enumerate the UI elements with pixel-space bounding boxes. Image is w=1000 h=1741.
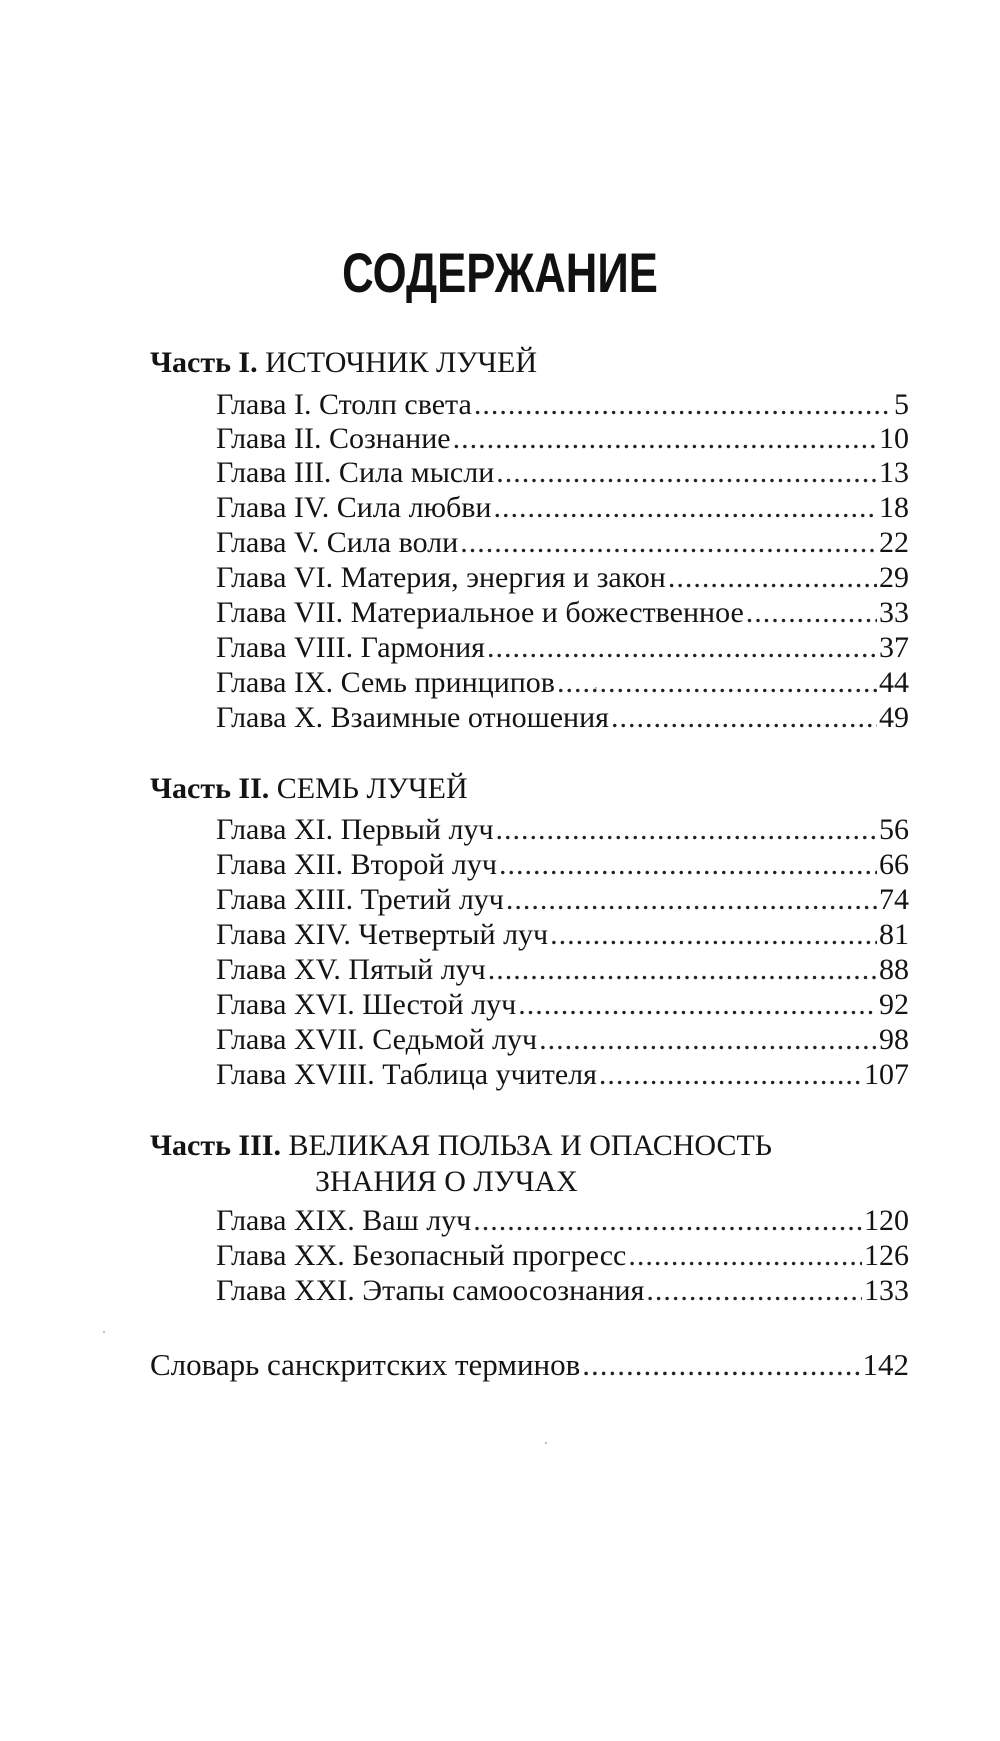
toc-entry[interactable] xyxy=(216,454,909,491)
dot-leader xyxy=(628,1237,862,1274)
page-number: 29 xyxy=(879,561,909,594)
page-number: 44 xyxy=(879,666,909,699)
dot-leader xyxy=(646,1272,862,1309)
page-number: 142 xyxy=(862,1347,909,1382)
chapter-label: Глава XIV. Четвертый луч xyxy=(216,918,549,951)
page-number: 49 xyxy=(879,701,909,734)
dot-leader xyxy=(518,986,877,1023)
chapter-label: Глава XXI. Этапы самоосознания xyxy=(216,1274,645,1307)
chapter-label: Глава XII. Второй луч xyxy=(216,848,497,881)
chapter-label: Глава VI. Материя, энергия и закон xyxy=(216,561,666,594)
page-number: 5 xyxy=(894,388,909,421)
page-number: 133 xyxy=(864,1274,909,1307)
toc-entry[interactable] xyxy=(216,664,909,701)
page-number: 13 xyxy=(879,456,909,489)
page-number: 37 xyxy=(879,631,909,664)
chapter-label: Глава IV. Сила любви xyxy=(216,491,492,524)
dot-leader xyxy=(488,951,877,988)
dot-leader xyxy=(539,1021,877,1058)
chapter-label: Глава XVI. Шестой луч xyxy=(216,988,517,1021)
toc-entry[interactable] xyxy=(216,594,909,631)
chapter-label: Глава XVII. Седьмой луч xyxy=(216,1023,538,1056)
toc-entry[interactable] xyxy=(216,916,909,953)
page-number: 33 xyxy=(879,596,909,629)
page-title: СОДЕРЖАНИЕ xyxy=(342,241,658,304)
toc-entry[interactable] xyxy=(216,420,909,457)
part-prefix: Часть II. xyxy=(150,772,270,805)
dot-leader xyxy=(496,454,877,491)
dot-leader xyxy=(474,386,892,423)
dot-leader xyxy=(487,629,877,666)
chapter-label: Глава V. Сила воли xyxy=(216,526,459,559)
toc-entry[interactable] xyxy=(216,951,909,988)
dot-leader xyxy=(453,420,877,457)
chapter-label: Глава IX. Семь принципов xyxy=(216,666,555,699)
dot-leader xyxy=(493,489,877,526)
scan-speck xyxy=(545,1442,547,1444)
dot-leader xyxy=(506,881,877,918)
chapter-label: Глава XVIII. Таблица учителя xyxy=(216,1058,597,1091)
toc-entry[interactable] xyxy=(216,1021,909,1058)
page-number: 126 xyxy=(864,1239,909,1272)
page-number: 120 xyxy=(864,1204,909,1237)
page-number: 10 xyxy=(879,422,909,455)
toc-entry[interactable] xyxy=(216,559,909,596)
toc-entry[interactable] xyxy=(216,1056,909,1093)
toc-entry[interactable] xyxy=(216,1237,909,1274)
part-title: ВЕЛИКАЯ ПОЛЬЗА И ОПАСНОСТЬ xyxy=(288,1129,772,1162)
chapter-label: Глава XIII. Третий луч xyxy=(216,883,504,916)
toc-entry[interactable] xyxy=(216,699,909,736)
chapter-label: Глава X. Взаимные отношения xyxy=(216,701,609,734)
dot-leader xyxy=(460,524,877,561)
part-heading xyxy=(150,1127,772,1164)
dot-leader xyxy=(557,664,877,701)
toc-entry[interactable] xyxy=(216,524,909,561)
dot-leader xyxy=(599,1056,862,1093)
toc-entry[interactable] xyxy=(216,489,909,526)
part-title-continuation: ЗНАНИЯ О ЛУЧАХ xyxy=(315,1165,578,1198)
page-number: 107 xyxy=(864,1058,909,1091)
toc-entry-glossary[interactable] xyxy=(150,1346,909,1383)
dot-leader xyxy=(668,559,877,596)
dot-leader xyxy=(473,1202,862,1239)
page-number: 81 xyxy=(879,918,909,951)
glossary-label: Словарь санскритских терминов xyxy=(150,1347,581,1382)
page-number: 22 xyxy=(879,526,909,559)
part-title: СЕМЬ ЛУЧЕЙ xyxy=(276,772,468,805)
chapter-label: Глава III. Сила мысли xyxy=(216,456,495,489)
dot-leader xyxy=(499,846,877,883)
page-number: 92 xyxy=(879,988,909,1021)
dot-leader xyxy=(746,594,877,631)
page-number: 88 xyxy=(879,953,909,986)
chapter-label: Глава VIII. Гармония xyxy=(216,631,485,664)
chapter-label: Глава XV. Пятый луч xyxy=(216,953,486,986)
toc-entry[interactable] xyxy=(216,986,909,1023)
part-title: ИСТОЧНИК ЛУЧЕЙ xyxy=(265,346,538,379)
part-heading xyxy=(150,344,537,381)
toc-entry[interactable] xyxy=(216,386,909,423)
dot-leader xyxy=(611,699,877,736)
scan-speck xyxy=(595,687,597,689)
part-prefix: Часть I. xyxy=(150,346,258,379)
toc-entry[interactable] xyxy=(216,811,909,848)
dot-leader xyxy=(550,916,877,953)
part-prefix: Часть III. xyxy=(150,1129,281,1162)
toc-entry[interactable] xyxy=(216,846,909,883)
chapter-label: Глава XX. Безопасный прогресс xyxy=(216,1239,627,1272)
page-number: 98 xyxy=(879,1023,909,1056)
toc-entry[interactable] xyxy=(216,881,909,918)
toc-entry[interactable] xyxy=(216,1202,909,1239)
dot-leader xyxy=(496,811,877,848)
scan-speck xyxy=(103,1331,105,1333)
toc-entry[interactable] xyxy=(216,629,909,666)
chapter-label: Глава II. Сознание xyxy=(216,422,451,455)
page-number: 74 xyxy=(879,883,909,916)
chapter-label: Глава I. Столп света xyxy=(216,388,472,421)
page-number: 56 xyxy=(879,813,909,846)
chapter-label: Глава VII. Материальное и божественное xyxy=(216,596,744,629)
page-number: 66 xyxy=(879,848,909,881)
chapter-label: Глава XIX. Ваш луч xyxy=(216,1204,472,1237)
dot-leader xyxy=(582,1346,860,1383)
chapter-label: Глава XI. Первый луч xyxy=(216,813,494,846)
page-number: 18 xyxy=(879,491,909,524)
toc-entry[interactable] xyxy=(216,1272,909,1309)
part-heading xyxy=(150,770,468,807)
